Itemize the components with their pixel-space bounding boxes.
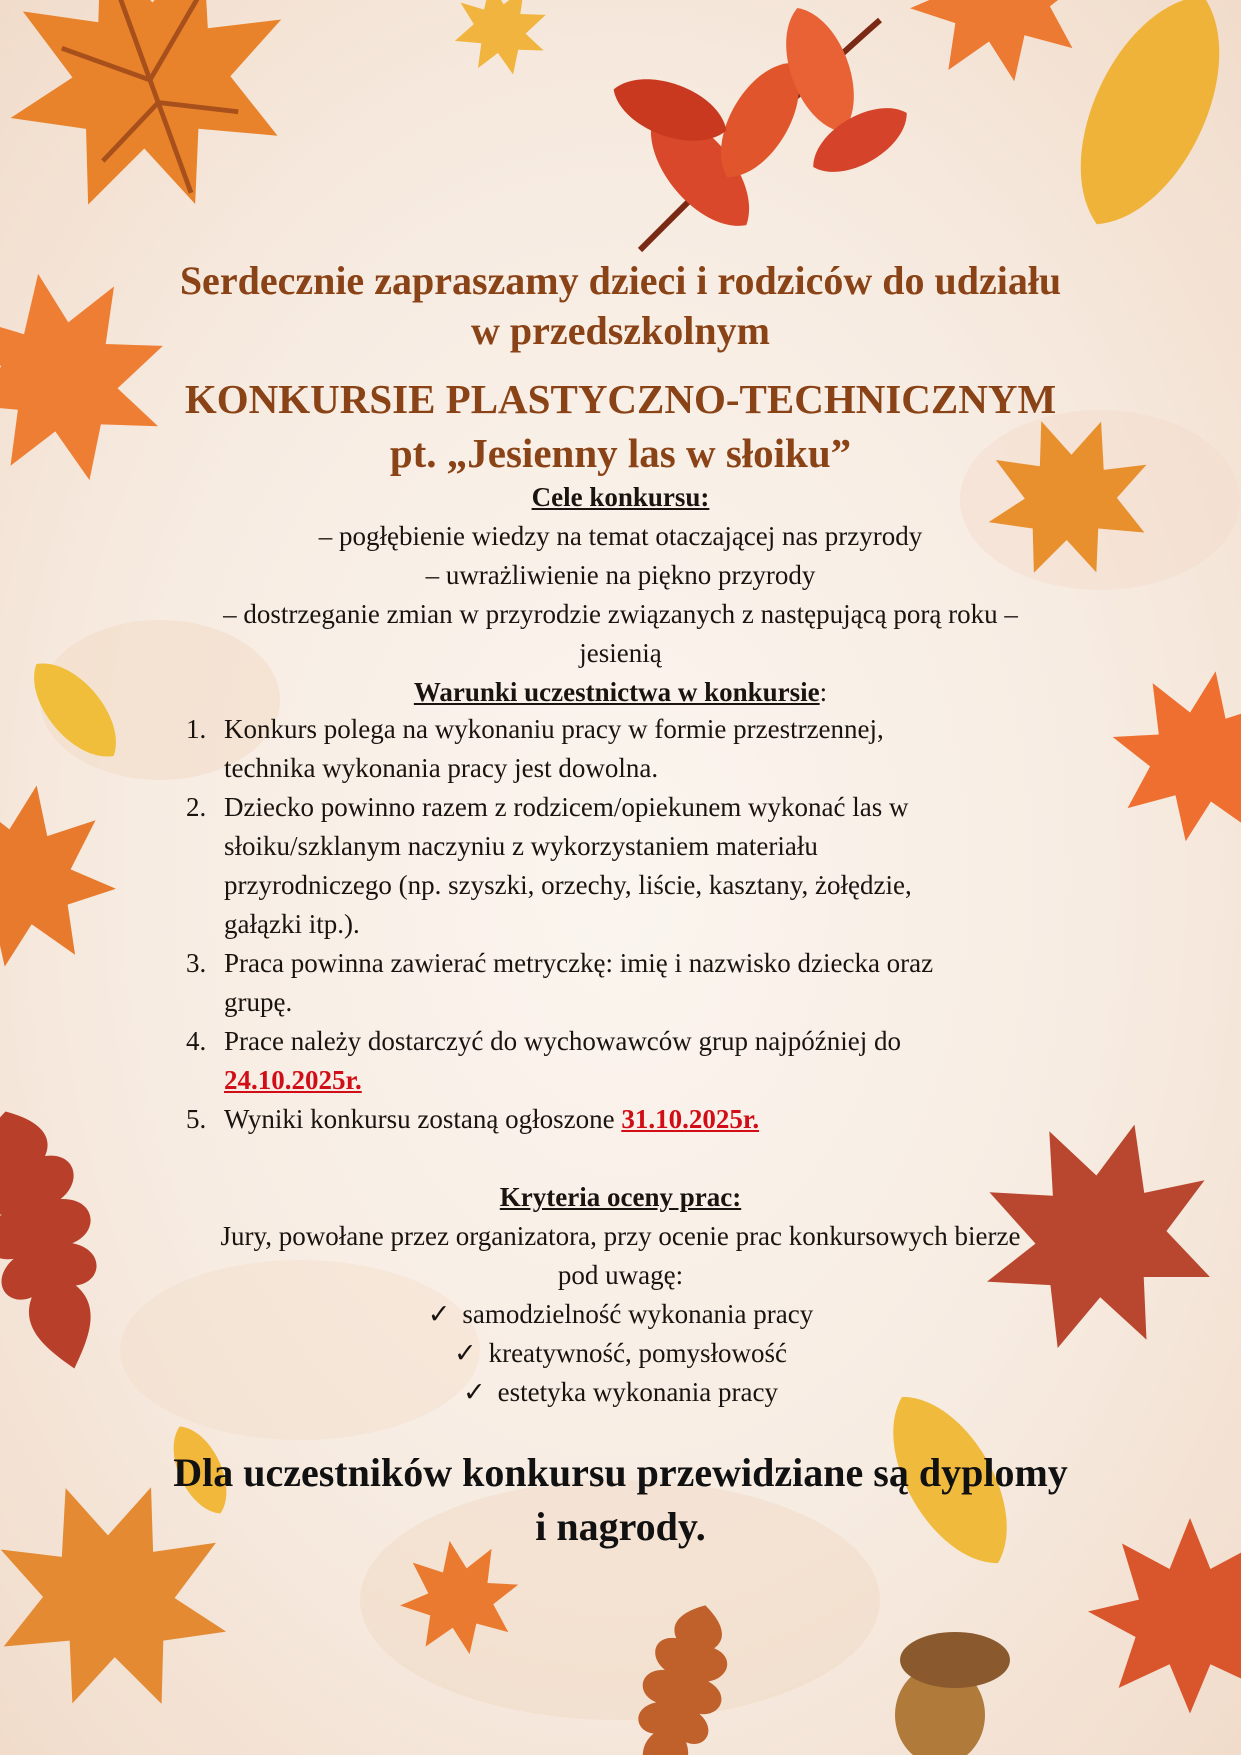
criteria-item (0, 1373, 1241, 1412)
goal-item: – pogłębienie wiedzy na temat otaczającej nas przyrody (318, 521, 923, 551)
goals-heading: Cele konkursu: (531, 482, 710, 512)
criteria-heading: Kryteria oceny prac: (499, 1182, 742, 1212)
invitation-line-2: w przedszkolnym (471, 308, 770, 353)
condition-line: przyrodniczego (np. szyszki, orzechy, liście, kasztany, żołędzie, (224, 870, 912, 900)
condition-item (186, 944, 1066, 1022)
condition-item (186, 1022, 1066, 1100)
check-icon: ✓ (453, 1338, 477, 1368)
conditions-heading-colon: : (819, 677, 828, 707)
contest-name: KONKURSIE PLASTYCZNO-TECHNICZNYM (184, 376, 1057, 422)
condition-line: Wyniki konkursu zostaną ogłoszone (224, 1104, 622, 1134)
criteria-item (0, 1334, 1241, 1373)
closing-line-1: Dla uczestników konkursu przewidziane są dyplomy (173, 1450, 1068, 1495)
criteria-item (0, 1295, 1241, 1334)
condition-item (186, 710, 1066, 788)
criteria-intro: Jury, powołane przez organizatora, przy ocenie prac konkursowych bierze (220, 1221, 1021, 1251)
criteria-item-text: kreatywność, pomysłowość (488, 1338, 788, 1368)
check-icon: ✓ (427, 1299, 451, 1329)
results-date: 31.10.2025r. (621, 1104, 760, 1134)
conditions-heading (0, 673, 1241, 712)
goal-item: – uwrażliwienie na piękno przyrody (425, 560, 816, 590)
condition-line: Dziecko powinno razem z rodzicem/opiekunem wykonać las w (224, 792, 909, 822)
condition-line: gałązki itp.). (224, 909, 360, 939)
condition-line: Konkurs polega na wykonaniu pracy w formie przestrzennej, (224, 714, 884, 744)
contest-title: pt. „Jesienny las w słoiku” (389, 430, 852, 476)
condition-line: słoiku/szklanym naczyniu z wykorzystaniem materiału (224, 831, 818, 861)
closing-line-2: i nagrody. (535, 1504, 706, 1549)
goal-item: jesienią (579, 638, 662, 668)
condition-number: 5. (186, 1104, 207, 1134)
invitation-line-1: Serdecznie zapraszamy dzieci i rodziców do udziału (179, 258, 1062, 303)
criteria-intro: pod uwagę: (557, 1260, 684, 1290)
check-icon: ✓ (462, 1377, 486, 1407)
condition-number: 1. (186, 714, 207, 744)
condition-number: 3. (186, 948, 207, 978)
condition-line: technika wykonania pracy jest dowolna. (224, 753, 659, 783)
conditions-list (186, 710, 1066, 1139)
criteria-item-text: samodzielność wykonania pracy (462, 1299, 814, 1329)
criteria-item-text: estetyka wykonania pracy (497, 1377, 778, 1407)
condition-item (186, 788, 1066, 944)
condition-item (186, 1100, 1066, 1139)
conditions-heading-text: Warunki uczestnictwa w konkursie (413, 677, 820, 707)
condition-line: grupę. (224, 987, 293, 1017)
condition-line: Praca powinna zawierać metryczkę: imię i nazwisko dziecka oraz (224, 948, 934, 978)
condition-line: Prace należy dostarczyć do wychowawców grup najpóźniej do (224, 1026, 901, 1056)
condition-number: 2. (186, 792, 207, 822)
condition-number: 4. (186, 1026, 207, 1056)
delivery-deadline: 24.10.2025r. (224, 1065, 362, 1095)
goal-item: – dostrzeganie zmian w przyrodzie związanych z następującą porą roku – (223, 599, 1018, 629)
